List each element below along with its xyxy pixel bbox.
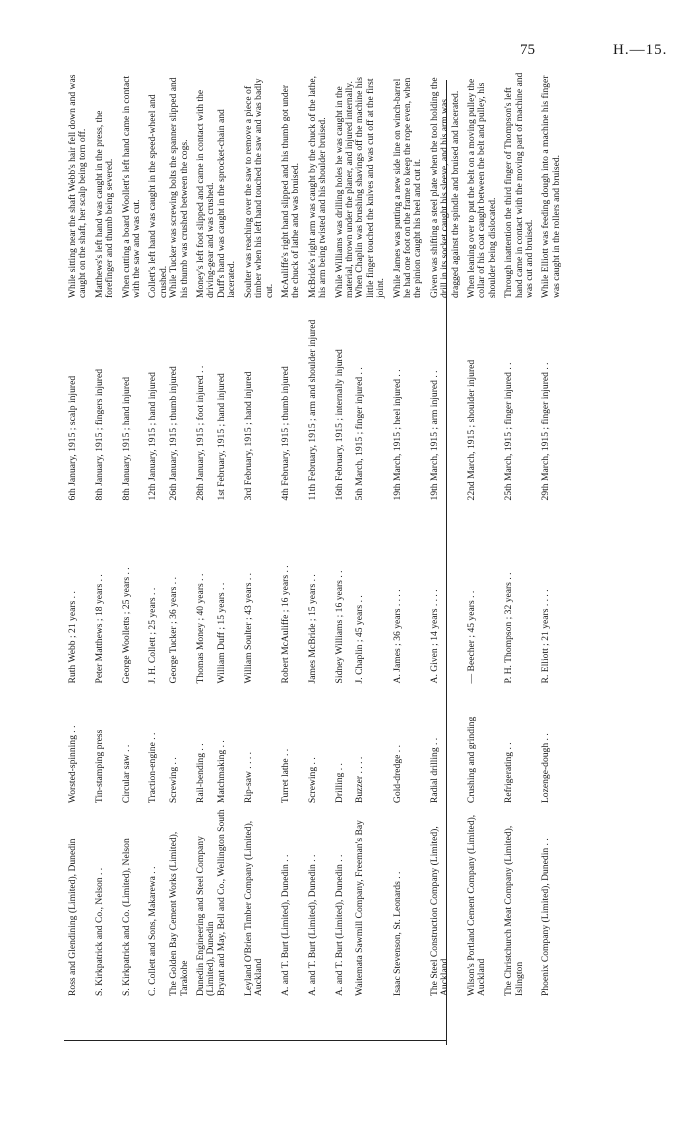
date-injury-cell: 12th January, 1915 ; hand injured: [147, 372, 159, 501]
date-injury-cell: 28th January, 1915 ; foot injured . .: [195, 365, 207, 501]
cause-cell: McAuliffe's right hand slipped and his thumb got under the chuck of lathe and was bruised.: [279, 84, 302, 299]
cause-cell: While Williams was drilling holes he was caught in the material, thrown under the planer, and injured internally.: [333, 81, 355, 299]
document-reference: H.—15.: [613, 42, 668, 58]
cause-cell: Collett's left hand was caught in the speed-wheel and crushed.: [147, 94, 169, 299]
table-row: [498, 68, 535, 998]
accident-table: [68, 68, 562, 998]
person-age-cell: George Tucker ; 36 years . .: [168, 577, 180, 684]
table-row: [302, 68, 329, 998]
person-age-cell: R. Elliott ; 21 years . . . .: [540, 589, 552, 684]
table-bottom-rule: [64, 1040, 446, 1041]
employer-cell: Ross and Glendining (Limited), Dunedin: [67, 838, 78, 996]
machine-cell: Rail-bending . .: [195, 743, 207, 804]
date-injury-cell: 11th February, 1915 ; arm and shoulder injured: [306, 319, 318, 501]
date-injury-cell: 19th March, 1915 ; arm injured . .: [428, 370, 440, 501]
cause-cell: While sitting near the shaft Webb's hair fell down and was caught on the shaft, her scalp being torn off.: [67, 74, 89, 299]
employer-cell: C. Collett and Sons, Makarewa . .: [147, 866, 159, 996]
cause-cell: While James was putting a new side line on winch-barrel he had one foot on the frame to keep the rope even, when the pinion caught his heel and cut it.: [391, 77, 424, 299]
machine-cell: Screwing . .: [168, 757, 180, 804]
date-injury-cell: 29th March, 1915 ; finger injured . .: [540, 362, 552, 501]
date-injury-cell: 6th January, 1915 ; scalp injured: [67, 375, 78, 501]
person-age-cell: Peter Matthews ; 18 years . .: [93, 574, 105, 684]
machine-cell: Gold-dredge . .: [391, 745, 403, 804]
machine-cell: Refrigerating . .: [503, 742, 515, 804]
cause-cell: Through inattention the third finger of Thompson's left hand came in contact with the moving part of machine and was cut and bruised.: [503, 72, 536, 299]
date-injury-cell: 8th January, 1915 ; fingers injured: [93, 368, 105, 501]
employer-cell: Phoenix Company (Limited), Dunedin . .: [540, 838, 552, 996]
person-age-cell: A. Given ; 14 years . . . .: [428, 589, 440, 684]
date-injury-cell: 1st February, 1915 ; hand injured: [215, 373, 227, 501]
person-age-cell: Sidney Williams ; 16 years . .: [333, 570, 345, 684]
employer-cell: A. and T. Burt (Limited), Dunedin . .: [333, 854, 345, 996]
accident-table-body: [68, 68, 562, 998]
employer-cell: Bryant and May, Bell and Co., Wellington South: [215, 809, 227, 996]
table-row: [217, 68, 238, 998]
cause-cell: Matthews's left hand was caught in the press, the forefinger and thumb being severed.: [93, 110, 116, 299]
employer-cell: Leyland O'Brien Timber Company (Limited), Auckland: [242, 820, 265, 996]
person-age-cell: Ruth Webb ; 21 years . .: [67, 591, 78, 684]
table-row: [68, 68, 89, 998]
date-injury-cell: 16th February, 1915 ; internally injured: [333, 349, 345, 501]
person-age-cell: A. James ; 36 years . . . .: [391, 589, 403, 684]
date-injury-cell: 19th March, 1915 ; heel injured . .: [391, 369, 403, 501]
machine-cell: Circular saw . .: [120, 744, 132, 804]
machine-cell: Crushing and grinding: [466, 716, 477, 804]
cause-cell: Duff's hand was caught in the sprocket-chain and lacerated.: [215, 109, 238, 299]
person-age-cell: George Woolletts ; 25 years . .: [120, 567, 132, 684]
cause-cell: Given was shifting a steel plate when the tool holding the drill in its socket caught his sleeve, and his arm was dragged against the spindle and bruised and lacerated.: [428, 77, 461, 299]
machine-cell: Radial drilling . .: [428, 737, 440, 804]
table-row: [329, 68, 356, 998]
table-row: [387, 68, 424, 998]
machine-cell: Drilling . .: [333, 763, 345, 804]
date-injury-cell: 26th January, 1915 ; thumb injured: [168, 366, 180, 501]
table-row: [142, 68, 169, 998]
person-age-cell: P. H. Thompson ; 32 years . .: [503, 572, 515, 684]
machine-cell: Rip-saw . . . .: [242, 751, 254, 804]
machine-cell: Screwing . .: [306, 757, 318, 804]
page-number: 75: [520, 42, 535, 58]
machine-cell: Tin-stamping press: [93, 729, 105, 804]
person-age-cell: J. H. Collett ; 25 years . .: [147, 587, 159, 684]
employer-cell: The Golden Bay Cement Works (Limited), Tarakohe: [168, 831, 190, 996]
machine-cell: Worsted-spinning . .: [67, 725, 78, 804]
employer-cell: Dunedin Engineering and Steel Company (Limited), Dunedin: [195, 836, 217, 996]
machine-cell: Buzzer . . . .: [354, 756, 366, 804]
table-row: [238, 68, 275, 998]
employer-cell: Wilson's Portland Cement Company (Limited), Auckland: [466, 814, 488, 996]
employer-cell: A. and T. Burt (Limited), Dunedin . .: [306, 854, 318, 996]
date-injury-cell: 4th February, 1915 ; thumb injured: [279, 366, 291, 501]
person-age-cell: Thomas Money ; 40 years . .: [195, 573, 207, 684]
date-injury-cell: 25th March, 1915 ; finger injured . .: [503, 362, 515, 501]
date-injury-cell: 8th January, 1915 ; hand injured: [120, 376, 132, 501]
person-age-cell: James McBride ; 15 years . .: [306, 574, 318, 684]
date-injury-cell: 3rd February, 1915 ; hand injured: [242, 371, 254, 501]
cause-cell: When Chaplin was brushing shavings off the machine his little finger touched the knives and was cut off at the first joint.: [354, 77, 387, 299]
employer-cell: The Steel Construction Company (Limited), Auckland: [428, 826, 451, 996]
table-row: [116, 68, 143, 998]
cause-cell: While Tucker was screwing bolts the spanner slipped and his thumb was crushed between the cogs.: [168, 77, 190, 299]
table-row: [355, 68, 386, 998]
date-injury-cell: 5th March, 1915 ; finger injured . .: [354, 367, 366, 501]
date-injury-cell: 22nd March, 1915 ; shoulder injured: [466, 359, 477, 501]
table-row: [190, 68, 217, 998]
table-row: [275, 68, 302, 998]
rotated-accident-table: [67, 68, 562, 998]
employer-cell: Isaac Stevenson, St. Leonards . .: [391, 871, 403, 996]
table-row: [461, 68, 498, 998]
employer-cell: A. and T. Burt (Limited), Dunedin . .: [279, 854, 291, 996]
machine-cell: Turret lathe . .: [279, 748, 291, 804]
cause-cell: While Elliott was feeding dough into a machine his finger was caught in the rollers and bruised.: [540, 75, 562, 299]
person-age-cell: Robert McAuliffe ; 16 years . .: [279, 565, 291, 684]
table-row: [89, 68, 116, 998]
machine-cell: Traction-engine . .: [147, 732, 159, 804]
table-row: [169, 68, 190, 998]
cause-cell: When cutting a board Woollett's left hand came in contact with the saw and was cut.: [120, 75, 143, 299]
person-age-cell: J. Chaplin ; 45 years . .: [354, 595, 366, 684]
cause-cell: Money's left foot slipped and came in contact with the driving-gear and was crushed.: [195, 89, 217, 299]
employer-cell: S. Kirkpatrick and Co., Nelson . .: [93, 867, 105, 996]
person-age-cell: William Soulter ; 43 years . .: [242, 572, 254, 684]
employer-cell: Waitemata Sawmill Company, Freeman's Bay: [354, 820, 366, 996]
table-row: [535, 68, 562, 998]
employer-cell: The Christchurch Meat Company (Limited), Islington: [503, 825, 525, 996]
cause-cell: When leaning over to put the belt on a moving pulley the collar of his coat caught between the belt and pulley, his shoulder being dislocated.: [466, 78, 498, 299]
employer-cell: S. Kirkpatrick and Co. (Limited), Nelson: [120, 838, 132, 996]
machine-cell: Lozenge-dough . .: [540, 733, 552, 804]
person-age-cell: William Duff ; 15 years . .: [215, 582, 227, 684]
machine-cell: Matchmaking . .: [215, 740, 227, 804]
table-row: [424, 68, 461, 998]
cause-cell: McBride's right arm was caught by the chuck of the lathe, his arm being twisted and his shoulder bruised.: [306, 75, 329, 299]
person-age-cell: — Beecher ; 45 years . .: [466, 590, 477, 684]
cause-cell: Soulter was reaching over the saw to remove a piece of timber when his left hand touched the saw and was badly cut.: [242, 78, 275, 299]
